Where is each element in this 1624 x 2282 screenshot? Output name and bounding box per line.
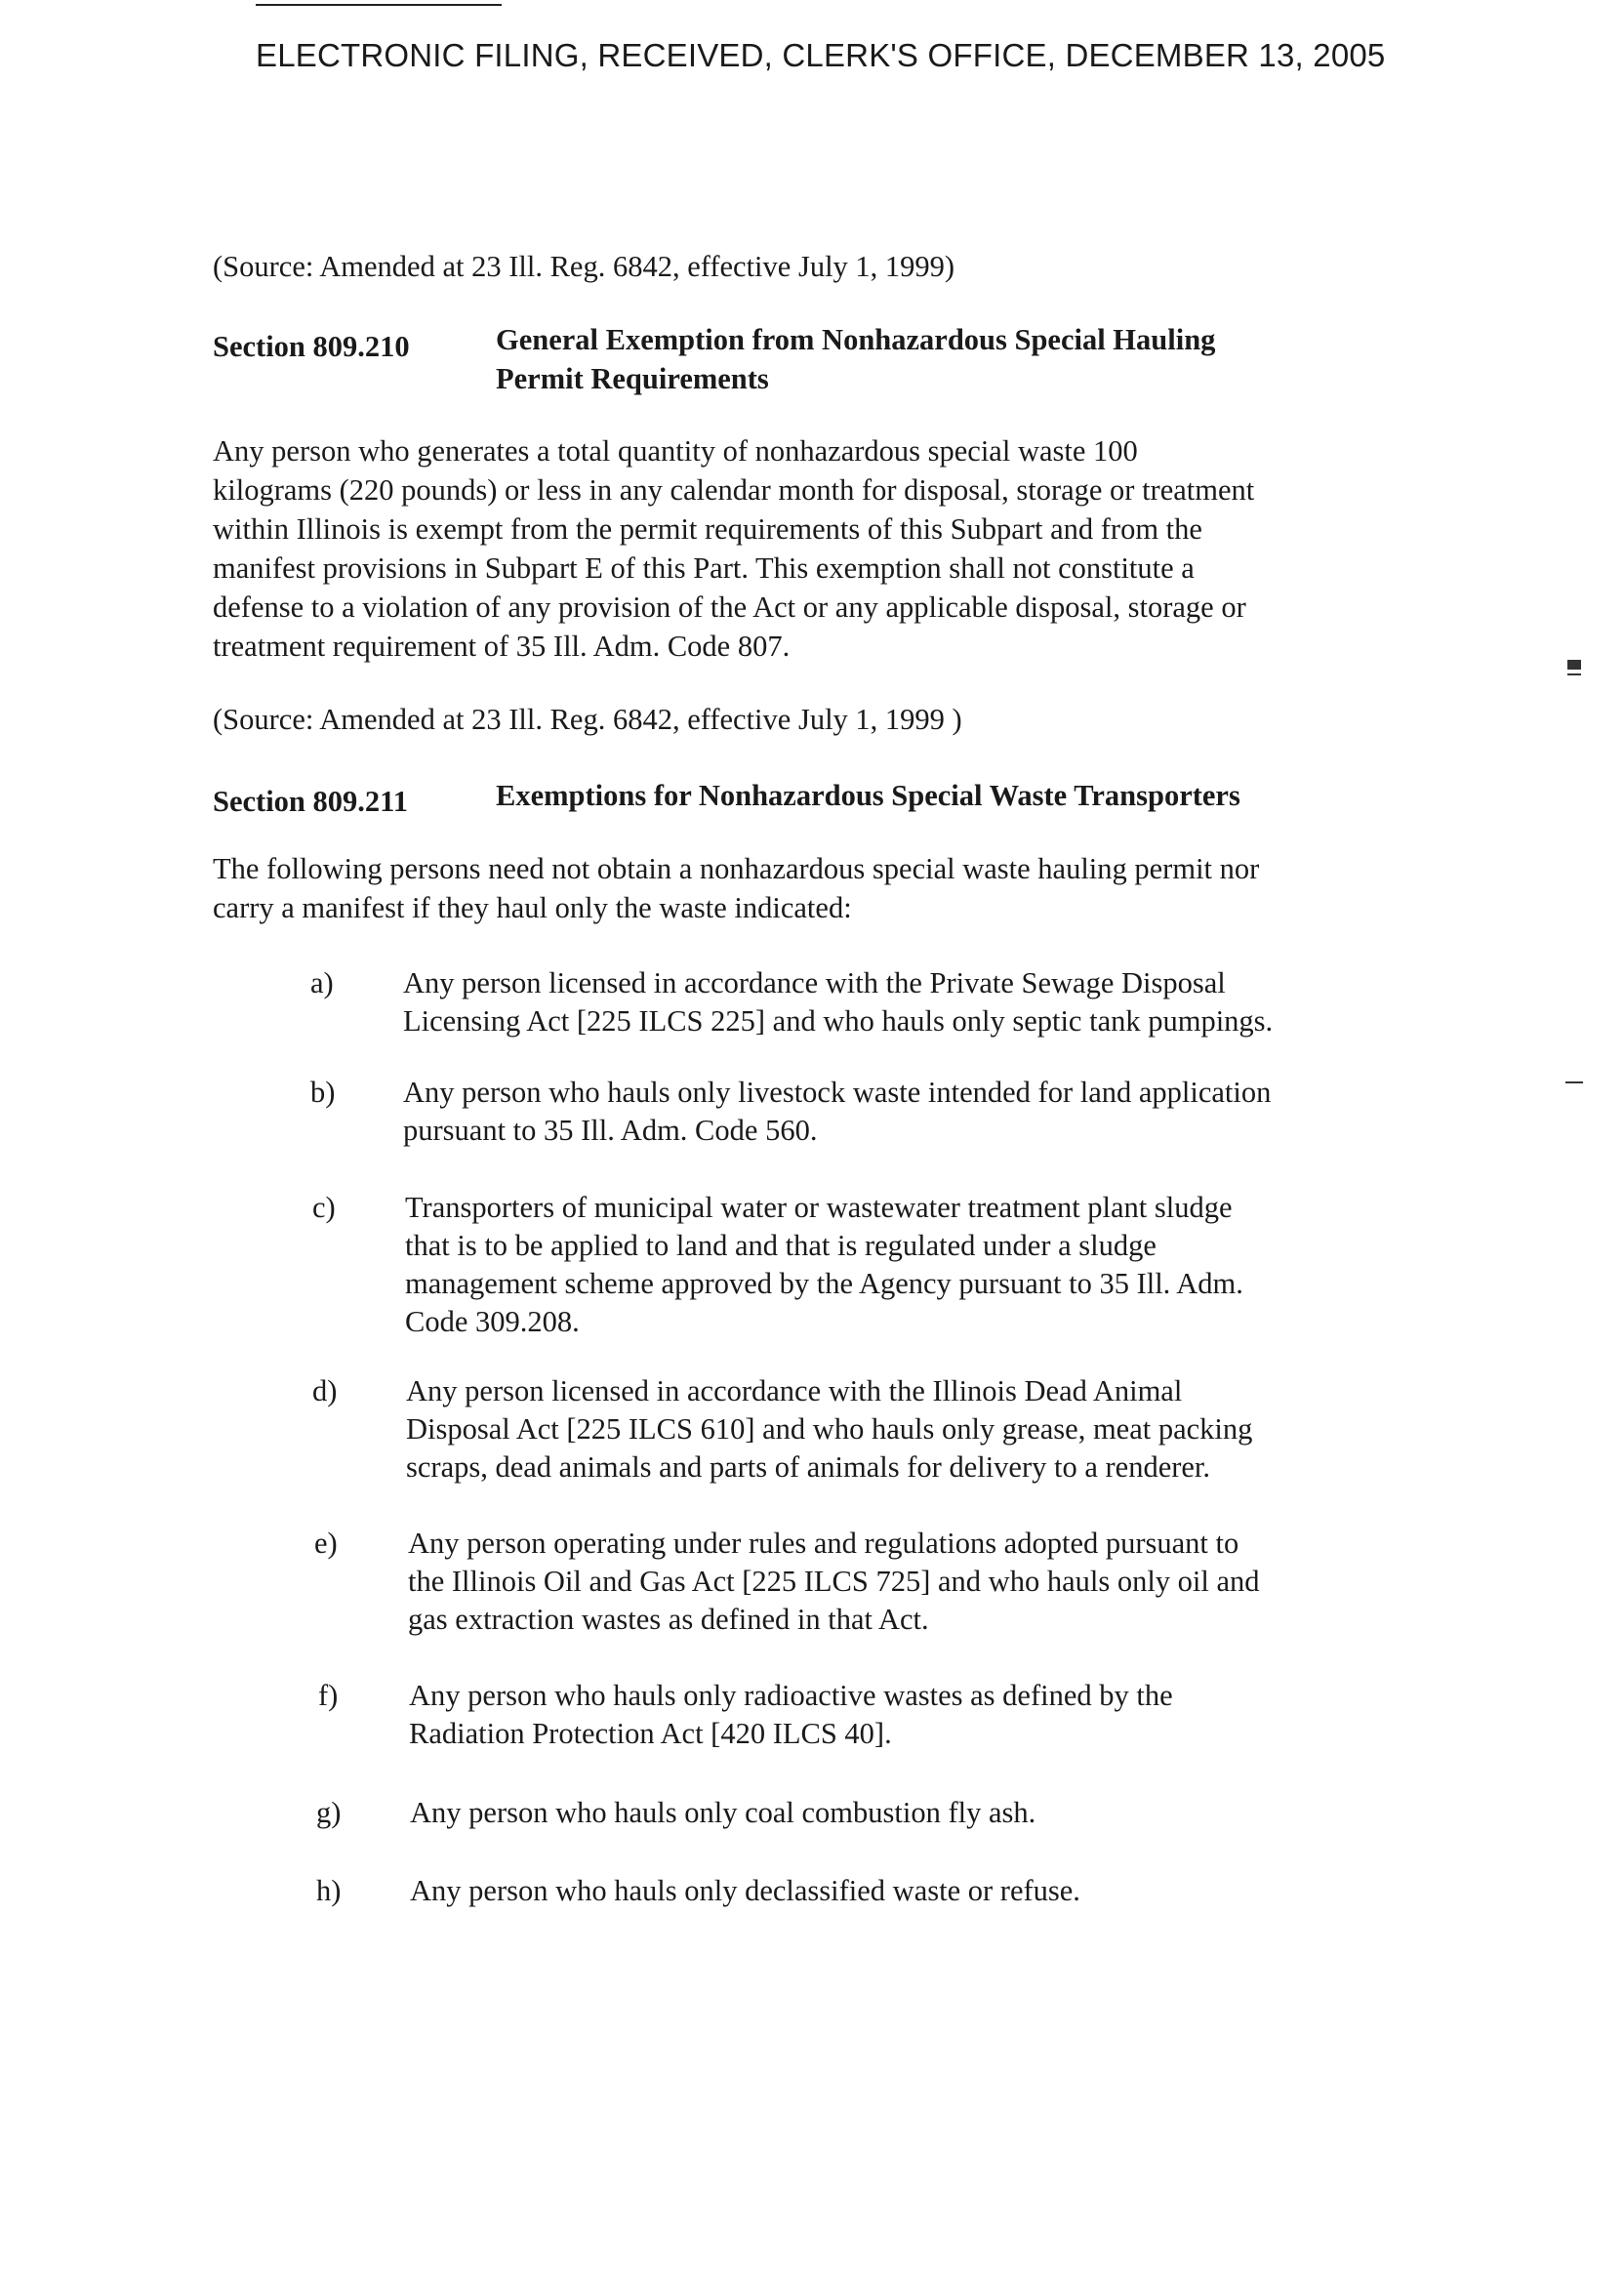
item-label: c) bbox=[312, 1191, 336, 1224]
item-line: Any person who hauls only coal combustion fly ash. bbox=[410, 1796, 1036, 1829]
body-line: Any person who generates a total quantity of nonhazardous special waste 100 bbox=[213, 434, 1138, 468]
item-line: Disposal Act [225 ILCS 610] and who hauls only grease, meat packing bbox=[406, 1412, 1253, 1446]
item-label: b) bbox=[310, 1076, 336, 1109]
item-line: gas extraction wastes as defined in that Act. bbox=[408, 1603, 929, 1636]
intro-line: The following persons need not obtain a nonhazardous special waste hauling permit nor bbox=[213, 852, 1260, 885]
filing-header: ELECTRONIC FILING, RECEIVED, CLERK'S OFFICE, DECEMBER 13, 2005 bbox=[256, 37, 1386, 73]
section-210-number: Section 809.210 bbox=[213, 330, 410, 363]
item-line: that is to be applied to land and that is regulated under a sludge bbox=[405, 1229, 1157, 1262]
body-line: kilograms (220 pounds) or less in any calendar month for disposal, storage or treatment bbox=[213, 473, 1255, 507]
item-line: Licensing Act [225 ILCS 225] and who hauls only septic tank pumpings. bbox=[403, 1004, 1274, 1038]
item-line: Any person who hauls only radioactive wastes as defined by the bbox=[409, 1679, 1173, 1712]
item-label: e) bbox=[314, 1527, 338, 1560]
scan-artifact-mark bbox=[1567, 670, 1581, 673]
item-label: g) bbox=[316, 1796, 342, 1829]
section-210-title-line: Permit Requirements bbox=[496, 362, 769, 395]
item-text bbox=[409, 1677, 1173, 1753]
item-line: scraps, dead animals and parts of animals for delivery to a renderer. bbox=[406, 1450, 1211, 1484]
item-line: Any person licensed in accordance with the Private Sewage Disposal bbox=[403, 966, 1226, 999]
item-label: a) bbox=[310, 966, 334, 999]
body-line: defense to a violation of any provision of the Act or any applicable disposal, storage or bbox=[213, 591, 1246, 624]
item-line: Any person operating under rules and regulations adopted pursuant to bbox=[408, 1527, 1239, 1560]
scan-artifact-mark bbox=[1565, 1081, 1583, 1083]
section-210-title-line: General Exemption from Nonhazardous Special Hauling bbox=[496, 323, 1216, 356]
item-line: Any person who hauls only livestock waste intended for land application bbox=[403, 1076, 1272, 1109]
section-211-number: Section 809.211 bbox=[213, 785, 408, 818]
item-text bbox=[403, 964, 1273, 1040]
item-line: management scheme approved by the Agency pursuant to 35 Ill. Adm. bbox=[405, 1267, 1243, 1300]
item-line: Any person licensed in accordance with the Illinois Dead Animal bbox=[406, 1374, 1183, 1407]
source-note-1: (Source: Amended at 23 Ill. Reg. 6842, effective July 1, 1999) bbox=[213, 250, 955, 283]
item-label: d) bbox=[312, 1374, 338, 1407]
item-line: pursuant to 35 Ill. Adm. Code 560. bbox=[403, 1114, 818, 1147]
body-line: within Illinois is exempt from the permit requirements of this Subpart and from the bbox=[213, 512, 1202, 546]
item-line: the Illinois Oil and Gas Act [225 ILCS 725] and who hauls only oil and bbox=[408, 1565, 1260, 1598]
item-text bbox=[405, 1189, 1243, 1341]
source-note-2: (Source: Amended at 23 Ill. Reg. 6842, effective July 1, 1999 ) bbox=[213, 703, 962, 736]
item-line: Radiation Protection Act [420 ILCS 40]. bbox=[409, 1717, 892, 1750]
item-text bbox=[406, 1372, 1252, 1487]
section-210-body bbox=[213, 431, 1254, 666]
body-line: treatment requirement of 35 Ill. Adm. Code 807. bbox=[213, 630, 791, 663]
item-text bbox=[408, 1525, 1260, 1639]
item-text bbox=[410, 1872, 1080, 1910]
item-text bbox=[410, 1794, 1035, 1832]
item-label: h) bbox=[316, 1874, 342, 1907]
item-line: Transporters of municipal water or wastewater treatment plant sludge bbox=[405, 1191, 1233, 1224]
item-label: f) bbox=[318, 1679, 339, 1712]
item-line: Any person who hauls only declassified waste or refuse. bbox=[410, 1874, 1080, 1907]
top-rule bbox=[256, 4, 502, 6]
body-line: manifest provisions in Subpart E of this Part. This exemption shall not constitute a bbox=[213, 551, 1195, 585]
section-211-intro bbox=[213, 849, 1259, 927]
section-211-title: Exemptions for Nonhazardous Special Waste Transporters bbox=[496, 779, 1240, 812]
intro-line: carry a manifest if they haul only the waste indicated: bbox=[213, 891, 852, 924]
item-text bbox=[403, 1074, 1271, 1150]
item-line: Code 309.208. bbox=[405, 1305, 580, 1338]
section-210-title bbox=[496, 320, 1215, 398]
